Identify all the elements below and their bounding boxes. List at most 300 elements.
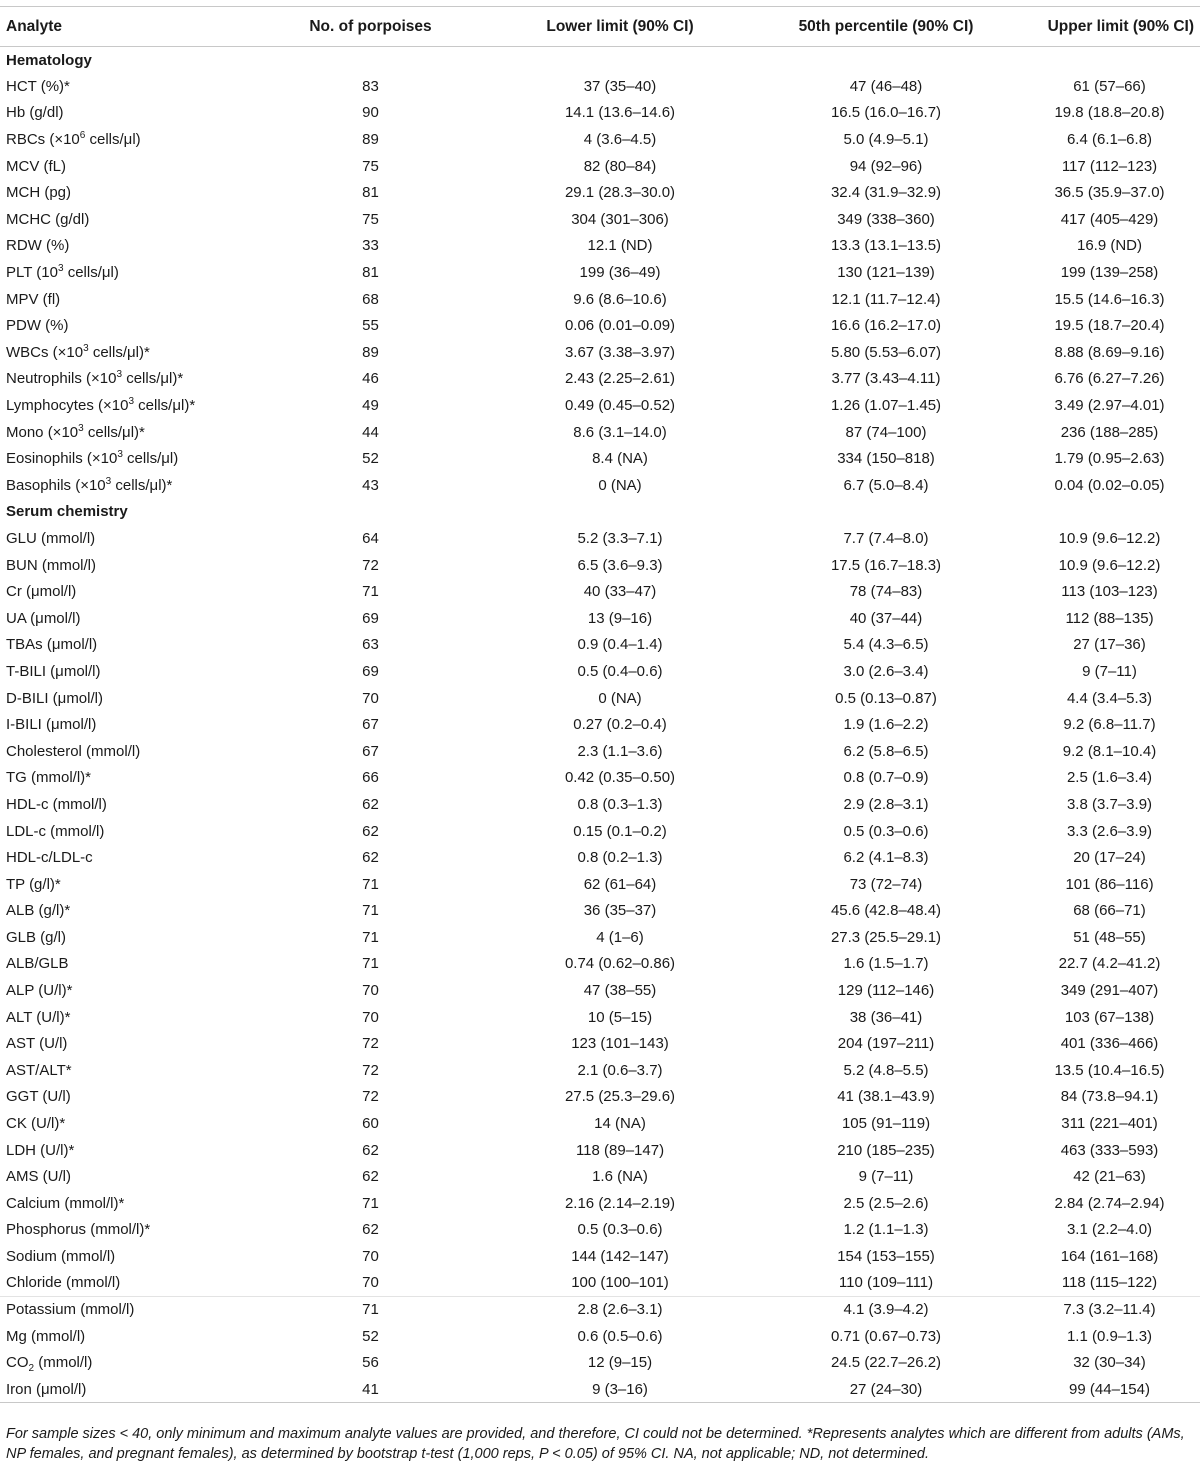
upper-limit-cell: 401 (336–466) — [1060, 1035, 1159, 1053]
lower-limit-cell: 100 (100–101) — [571, 1274, 669, 1292]
upper-limit-cell: 7.3 (3.2–11.4) — [1019, 1296, 1200, 1323]
analyte-name-text: LDH (U/l)* — [6, 1141, 75, 1159]
lower-limit-cell: 0.5 (0.3–0.6) — [577, 1221, 663, 1239]
median-cell: 27.3 (25.5–29.1) — [830, 928, 942, 946]
table-row — [0, 1030, 1200, 1057]
section-title: Serum chemistry — [6, 503, 128, 521]
reference-interval-table — [0, 6, 1200, 1403]
analyte-name — [0, 1217, 254, 1244]
table-row — [0, 791, 1200, 818]
table-row — [0, 366, 1200, 393]
analyte-name-superscript: 6 — [79, 130, 86, 142]
lower-limit-cell: 47 (38–55) — [583, 982, 657, 1000]
analyte-name-suffix: cells/μl)* — [122, 370, 184, 388]
median-cell: 5.0 (4.9–5.1) — [843, 131, 929, 149]
table-row — [0, 286, 1200, 313]
table-row — [0, 818, 1200, 845]
lower-limit-cell: 6.5 (3.6–9.3) — [577, 556, 663, 574]
median-cell: 13.3 (13.1–13.5) — [830, 237, 942, 255]
analyte-name — [0, 1057, 254, 1084]
sample-count-cell: 90 — [362, 104, 379, 122]
table-row — [0, 179, 1200, 206]
lower-limit-cell: 0.8 (0.2–1.3) — [577, 849, 663, 867]
median-cell: 16.5 (16.0–16.7) — [830, 104, 942, 122]
lower-limit-cell: 0 (NA) — [598, 689, 642, 707]
sample-count-cell: 41 — [254, 1376, 487, 1403]
analyte-name — [0, 525, 254, 552]
table-row — [0, 711, 1200, 738]
upper-limit-cell: 101 (86–116) — [1065, 875, 1154, 893]
sample-count-cell: 55 — [362, 317, 379, 335]
analyte-name-text: I-BILI (μmol/l) — [6, 716, 97, 734]
sample-count-cell: 62 — [362, 1221, 379, 1239]
analyte-name — [0, 392, 254, 419]
analyte-name-text: Cr (μmol/l) — [6, 583, 77, 601]
analyte-name-text: RDW (%) — [6, 237, 70, 255]
upper-limit-cell: 236 (188–285) — [1060, 423, 1159, 441]
sample-count-cell: 46 — [362, 370, 379, 388]
sample-count-cell: 81 — [362, 264, 379, 282]
analyte-name — [0, 685, 254, 712]
analyte-name — [0, 1323, 254, 1350]
sample-count-cell: 43 — [362, 476, 379, 494]
upper-limit-cell: 15.5 (14.6–16.3) — [1054, 290, 1165, 308]
table-row — [0, 419, 1200, 446]
table-row — [0, 1057, 1200, 1084]
analyte-name — [0, 898, 254, 925]
median-cell: 78 (74–83) — [849, 583, 923, 601]
upper-limit-cell: 117 (112–123) — [1061, 157, 1158, 175]
analyte-name — [0, 1004, 254, 1031]
analyte-name-text: Mono (×10 — [6, 423, 79, 441]
sample-count-cell: 71 — [362, 928, 379, 946]
sample-count-cell: 70 — [362, 1248, 379, 1266]
analyte-name-suffix: (mmol/l) — [34, 1354, 93, 1372]
analyte-name — [0, 578, 254, 605]
sample-count-cell: 70 — [362, 1274, 379, 1292]
lower-limit-cell: 9.6 (8.6–10.6) — [573, 290, 667, 308]
lower-limit-cell: 118 (89–147) — [575, 1141, 665, 1159]
sample-count-cell: 62 — [362, 1141, 379, 1159]
median-cell: 94 (92–96) — [849, 157, 923, 175]
median-cell: 47 (46–48) — [849, 77, 923, 95]
analyte-name-text: Lymphocytes (×10 — [6, 397, 129, 415]
upper-limit-cell: 8.88 (8.69–9.16) — [1054, 343, 1165, 361]
table-row — [0, 1137, 1200, 1164]
sample-count-cell: 70 — [362, 689, 379, 707]
table-row — [0, 339, 1200, 366]
analyte-name-text: T-BILI (μmol/l) — [6, 662, 101, 680]
sample-count-cell: 62 — [362, 1168, 379, 1186]
lower-limit-cell: 13 (9–16) — [587, 609, 653, 627]
table-row — [0, 1004, 1200, 1031]
lower-limit-cell: 0.74 (0.62–0.86) — [564, 955, 676, 973]
analyte-name — [0, 472, 254, 499]
sample-count-cell: 89 — [362, 343, 379, 361]
analyte-name-text: Eosinophils (×10 — [6, 450, 118, 468]
section-title: Hematology — [6, 51, 92, 69]
median-cell: 12.1 (11.7–12.4) — [831, 290, 941, 308]
lower-limit-cell: 123 (101–143) — [571, 1035, 669, 1053]
lower-limit-cell: 0.6 (0.5–0.6) — [577, 1327, 663, 1345]
median-cell: 17.5 (16.7–18.3) — [830, 556, 942, 574]
median-cell: 5.4 (4.3–6.5) — [843, 636, 929, 654]
analyte-name-superscript: 3 — [83, 342, 89, 354]
table-row — [0, 259, 1200, 286]
table-row — [0, 924, 1200, 951]
header-upper-limit: Upper limit (90% CI) — [1019, 7, 1200, 47]
lower-limit-cell: 2.3 (1.1–3.6) — [577, 742, 663, 760]
median-cell: 349 (338–360) — [837, 210, 935, 228]
median-cell: 204 (197–211) — [837, 1035, 935, 1053]
upper-limit-cell: 61 (57–66) — [1073, 77, 1146, 95]
upper-limit-cell: 311 (221–401) — [1061, 1115, 1158, 1133]
sample-count-cell: 71 — [362, 875, 379, 893]
upper-limit-cell: 32 (30–34) — [1073, 1354, 1146, 1372]
sample-count-cell: 71 — [362, 955, 379, 973]
table-row — [0, 525, 1200, 552]
sample-count-cell: 49 — [362, 397, 379, 415]
upper-limit-cell: 10.9 (9.6–12.2) — [1058, 529, 1161, 547]
analyte-name-suffix: cells/μl) — [85, 131, 141, 149]
median-cell: 3.77 (3.43–4.11) — [831, 370, 941, 388]
lower-limit-cell: 0.5 (0.4–0.6) — [577, 662, 663, 680]
upper-limit-cell: 164 (161–168) — [1060, 1248, 1159, 1266]
table-row — [0, 445, 1200, 472]
upper-limit-cell: 463 (333–593) — [1060, 1141, 1159, 1159]
lower-limit-cell: 2.8 (2.6–3.1) — [487, 1296, 753, 1323]
median-cell: 1.6 (1.5–1.7) — [843, 955, 929, 973]
analyte-name-text: Iron (μmol/l) — [6, 1380, 87, 1398]
median-cell: 40 (37–44) — [849, 609, 923, 627]
upper-limit-cell: 42 (21–63) — [1073, 1168, 1146, 1186]
sample-count-cell: 67 — [362, 716, 379, 734]
table-header — [0, 7, 1200, 47]
analyte-name-suffix: cells/μl) — [122, 450, 179, 468]
analyte-name — [0, 658, 254, 685]
sample-count-cell: 71 — [362, 583, 379, 601]
analyte-name — [0, 1376, 254, 1403]
analyte-name-text: UA (μmol/l) — [6, 609, 81, 627]
analyte-name — [0, 445, 254, 472]
sample-count-cell: 62 — [362, 822, 379, 840]
median-cell: 0.71 (0.67–0.73) — [830, 1327, 942, 1345]
analyte-name — [0, 100, 254, 127]
sample-count-cell: 69 — [362, 609, 379, 627]
analyte-name — [0, 765, 254, 792]
lower-limit-cell: 9 (3–16) — [487, 1376, 753, 1403]
analyte-name — [0, 366, 254, 393]
lower-limit-cell: 8.6 (3.1–14.0) — [573, 423, 667, 441]
median-cell: 6.2 (4.1–8.3) — [843, 849, 929, 867]
lower-limit-cell: 27.5 (25.3–29.6) — [564, 1088, 676, 1106]
table-row — [0, 1110, 1200, 1137]
median-cell: 154 (153–155) — [837, 1248, 935, 1266]
sample-count-cell: 67 — [362, 742, 379, 760]
median-cell: 0.5 (0.3–0.6) — [843, 822, 929, 840]
sample-count-cell: 33 — [362, 237, 379, 255]
sample-count-cell: 62 — [362, 849, 379, 867]
analyte-name — [0, 339, 254, 366]
analyte-name-text: Cholesterol (mmol/l) — [6, 742, 141, 760]
analyte-name-text: MCV (fL) — [6, 157, 66, 175]
section-header-row — [0, 499, 1200, 526]
upper-limit-cell: 2.5 (1.6–3.4) — [1066, 769, 1153, 787]
lower-limit-cell: 2.16 (2.14–2.19) — [564, 1194, 676, 1212]
table-row — [0, 951, 1200, 978]
median-cell: 7.7 (7.4–8.0) — [843, 529, 929, 547]
median-cell: 6.7 (5.0–8.4) — [843, 476, 929, 494]
analyte-name — [0, 1243, 254, 1270]
upper-limit-cell: 103 (67–138) — [1064, 1008, 1155, 1026]
median-cell: 210 (185–235) — [837, 1141, 935, 1159]
lower-limit-cell: 8.4 (NA) — [592, 450, 648, 468]
analyte-name-text: CO — [6, 1354, 29, 1372]
analyte-name-text: Mg (mmol/l) — [6, 1327, 86, 1345]
upper-limit-cell: 20 (17–24) — [1073, 849, 1146, 867]
upper-limit-cell: 99 (44–154) — [1019, 1376, 1200, 1403]
analyte-name-text: HDL-c (mmol/l) — [6, 795, 107, 813]
lower-limit-cell: 12.1 (ND) — [587, 237, 653, 255]
sample-count-cell: 56 — [362, 1354, 379, 1372]
analyte-name-text: BUN (mmol/l) — [6, 556, 96, 574]
lower-limit-cell: 62 (61–64) — [583, 875, 657, 893]
upper-limit-cell: 1.1 (0.9–1.3) — [1066, 1327, 1153, 1345]
table-row — [0, 100, 1200, 127]
analyte-name-text: MPV (fl) — [6, 290, 61, 308]
analyte-name-text: Phosphorus (mmol/l)* — [6, 1221, 151, 1239]
sample-count-cell: 71 — [254, 1296, 487, 1323]
analyte-name-text: PLT (10 — [6, 264, 58, 282]
analyte-name — [0, 206, 254, 233]
sample-count-cell: 72 — [362, 1035, 379, 1053]
sample-count-cell: 60 — [362, 1115, 379, 1133]
table-row — [0, 1217, 1200, 1244]
analyte-name-text: Chloride (mmol/l) — [6, 1274, 121, 1292]
table-row — [0, 1084, 1200, 1111]
upper-limit-cell: 22.7 (4.2–41.2) — [1058, 955, 1161, 973]
analyte-name-text: MCHC (g/dl) — [6, 210, 90, 228]
table-row — [0, 126, 1200, 153]
upper-limit-cell: 4.4 (3.4–5.3) — [1066, 689, 1153, 707]
sample-count-cell: 69 — [362, 662, 379, 680]
analyte-name — [0, 552, 254, 579]
upper-limit-cell: 349 (291–407) — [1060, 982, 1159, 1000]
analyte-name-text: WBCs (×10 — [6, 343, 84, 361]
median-cell: 1.9 (1.6–2.2) — [843, 716, 929, 734]
analyte-name — [0, 1110, 254, 1137]
sample-count-cell: 70 — [362, 1008, 379, 1026]
analyte-name — [0, 153, 254, 180]
lower-limit-cell: 0.49 (0.45–0.52) — [564, 397, 676, 415]
sample-count-cell: 72 — [362, 556, 379, 574]
analyte-name — [0, 1190, 254, 1217]
analyte-name — [0, 1296, 254, 1323]
analyte-name — [0, 126, 254, 153]
upper-limit-cell: 68 (66–71) — [1073, 902, 1146, 920]
sample-count-cell: 71 — [362, 902, 379, 920]
table-footnote: For sample sizes < 40, only minimum and maximum analyte values are provided, and therefore, CI could not be determined. *Represents analytes which are different from adults (AMs, NP females, and pregnant females), as determined by bootstrap t-test (1,000 reps, P < 0.05) of 95% CI. NA, not applicable; ND, not determined. — [6, 1426, 1185, 1462]
sample-count-cell: 75 — [362, 210, 379, 228]
analyte-name-text: CK (U/l)* — [6, 1115, 66, 1133]
analyte-name-text: MCH (pg) — [6, 184, 72, 202]
analyte-name-text: TBAs (μmol/l) — [6, 636, 98, 654]
analyte-name — [0, 73, 254, 100]
upper-limit-cell: 3.3 (2.6–3.9) — [1066, 822, 1153, 840]
lower-limit-cell: 2.43 (2.25–2.61) — [564, 370, 676, 388]
analyte-name — [0, 738, 254, 765]
analyte-name-text: Calcium (mmol/l)* — [6, 1194, 125, 1212]
analyte-name-text: ALB (g/l)* — [6, 902, 71, 920]
lower-limit-cell: 2.1 (0.6–3.7) — [577, 1061, 663, 1079]
sample-count-cell: 83 — [362, 77, 379, 95]
median-cell: 2.9 (2.8–3.1) — [843, 795, 929, 813]
analyte-name-text: AST (U/l) — [6, 1035, 68, 1053]
median-cell: 41 (38.1–43.9) — [837, 1088, 935, 1106]
analyte-name-superscript: 3 — [117, 449, 123, 461]
upper-limit-cell: 10.9 (9.6–12.2) — [1058, 556, 1161, 574]
lower-limit-cell: 12 (9–15) — [587, 1354, 653, 1372]
lower-limit-cell: 304 (301–306) — [571, 210, 669, 228]
analyte-name — [0, 1137, 254, 1164]
lower-limit-cell: 3.67 (3.38–3.97) — [564, 343, 676, 361]
analyte-name — [0, 924, 254, 951]
median-cell: 73 (72–74) — [849, 875, 923, 893]
upper-limit-cell: 16.9 (ND) — [1076, 237, 1143, 255]
header-count: No. of porpoises — [254, 7, 487, 47]
median-cell: 2.5 (2.5–2.6) — [843, 1194, 929, 1212]
analyte-name-text: TG (mmol/l)* — [6, 769, 91, 787]
lower-limit-cell: 37 (35–40) — [583, 77, 657, 95]
median-cell: 45.6 (42.8–48.4) — [830, 902, 942, 920]
analyte-name — [0, 632, 254, 659]
table-row — [0, 1270, 1200, 1297]
sample-count-cell: 63 — [362, 636, 379, 654]
analyte-name-suffix: cells/μl)* — [111, 476, 173, 494]
lower-limit-cell: 40 (33–47) — [583, 583, 657, 601]
analyte-name-superscript: 3 — [78, 422, 84, 434]
analyte-name-text: ALP (U/l)* — [6, 982, 73, 1000]
lower-limit-cell: 0 (NA) — [598, 476, 642, 494]
table-row — [0, 871, 1200, 898]
analyte-name — [0, 871, 254, 898]
median-cell: 1.26 (1.07–1.45) — [830, 397, 942, 415]
analyte-name-suffix: cells/μl)* — [88, 343, 150, 361]
table-row — [0, 685, 1200, 712]
analyte-name-suffix: cells/μl) — [63, 264, 119, 282]
analyte-name-superscript: 3 — [105, 475, 112, 487]
median-cell: 16.6 (16.2–17.0) — [830, 317, 942, 335]
lower-limit-cell: 0.27 (0.2–0.4) — [573, 716, 667, 734]
upper-limit-cell: 6.76 (6.27–7.26) — [1054, 370, 1165, 388]
upper-limit-cell: 3.49 (2.97–4.01) — [1054, 397, 1165, 415]
upper-limit-cell: 9.2 (8.1–10.4) — [1062, 742, 1157, 760]
analyte-name — [0, 179, 254, 206]
upper-limit-cell: 0.04 (0.02–0.05) — [1054, 476, 1165, 494]
upper-limit-cell: 417 (405–429) — [1060, 210, 1159, 228]
table-row — [0, 632, 1200, 659]
table-row — [0, 1190, 1200, 1217]
upper-limit-cell: 2.84 (2.74–2.94) — [1054, 1194, 1165, 1212]
upper-limit-cell: 9.2 (6.8–11.7) — [1063, 716, 1156, 734]
analyte-name — [0, 1350, 254, 1377]
analyte-name — [0, 1084, 254, 1111]
median-cell: 130 (121–139) — [837, 264, 935, 282]
table-row — [0, 1296, 1200, 1323]
median-cell: 4.1 (3.9–4.2) — [753, 1296, 1019, 1323]
median-cell: 6.2 (5.8–6.5) — [843, 742, 929, 760]
table-row — [0, 153, 1200, 180]
upper-limit-cell: 6.4 (6.1–6.8) — [1066, 131, 1153, 149]
analyte-name — [0, 711, 254, 738]
lower-limit-cell: 144 (142–147) — [571, 1248, 669, 1266]
upper-limit-cell: 112 (88–135) — [1065, 609, 1154, 627]
analyte-name-text: ALB/GLB — [6, 955, 69, 973]
table-row — [0, 658, 1200, 685]
upper-limit-cell: 19.8 (18.8–20.8) — [1054, 104, 1165, 122]
median-cell: 1.2 (1.1–1.3) — [843, 1221, 929, 1239]
analyte-name — [0, 233, 254, 260]
analyte-name-text: TP (g/l)* — [6, 875, 61, 893]
analyte-name-text: GGT (U/l) — [6, 1088, 71, 1106]
analyte-name-text: LDL-c (mmol/l) — [6, 822, 105, 840]
upper-limit-cell: 84 (73.8–94.1) — [1060, 1088, 1159, 1106]
analyte-name — [0, 1030, 254, 1057]
median-cell: 9 (7–11) — [858, 1168, 914, 1186]
upper-limit-cell: 1.79 (0.95–2.63) — [1054, 450, 1165, 468]
analyte-name-text: RBCs (×10 — [6, 131, 80, 149]
median-cell: 27 (24–30) — [753, 1376, 1019, 1403]
analyte-name — [0, 605, 254, 632]
median-cell: 334 (150–818) — [837, 450, 935, 468]
sample-count-cell: 44 — [362, 423, 379, 441]
sample-count-cell: 66 — [362, 769, 379, 787]
median-cell: 87 (74–100) — [845, 423, 927, 441]
table-row — [0, 1243, 1200, 1270]
analyte-name — [0, 977, 254, 1004]
lower-limit-cell: 0.8 (0.3–1.3) — [577, 795, 663, 813]
lower-limit-cell: 0.42 (0.35–0.50) — [564, 769, 676, 787]
median-cell: 0.5 (0.13–0.87) — [835, 689, 937, 707]
sample-count-cell: 70 — [362, 982, 379, 1000]
analyte-name — [0, 312, 254, 339]
sample-count-cell: 72 — [362, 1088, 379, 1106]
median-cell: 5.80 (5.53–6.07) — [830, 343, 942, 361]
analyte-name — [0, 1270, 254, 1297]
sample-count-cell: 72 — [362, 1061, 379, 1079]
analyte-name-suffix: cells/μl)* — [83, 423, 145, 441]
analyte-name-superscript: 3 — [116, 369, 123, 381]
sample-count-cell: 52 — [362, 450, 379, 468]
lower-limit-cell: 4 (3.6–4.5) — [583, 131, 657, 149]
analyte-name-text: ALT (U/l)* — [6, 1008, 71, 1026]
analyte-name — [0, 791, 254, 818]
table-row — [0, 1376, 1200, 1403]
lower-limit-cell: 0.9 (0.4–1.4) — [577, 636, 663, 654]
lower-limit-cell: 10 (5–15) — [587, 1008, 653, 1026]
analyte-name-text: GLU (mmol/l) — [6, 529, 96, 547]
upper-limit-cell: 19.5 (18.7–20.4) — [1054, 317, 1165, 335]
median-cell: 24.5 (22.7–26.2) — [830, 1354, 942, 1372]
analyte-name — [0, 419, 254, 446]
table-row — [0, 605, 1200, 632]
analyte-name-superscript: 3 — [57, 263, 64, 275]
table-row — [0, 73, 1200, 100]
analyte-name-text: HDL-c/LDL-c — [6, 849, 93, 867]
analyte-name-text: Basophils (×10 — [6, 476, 106, 494]
table-body — [0, 47, 1200, 1403]
upper-limit-cell: 9 (7–11) — [1082, 662, 1137, 680]
